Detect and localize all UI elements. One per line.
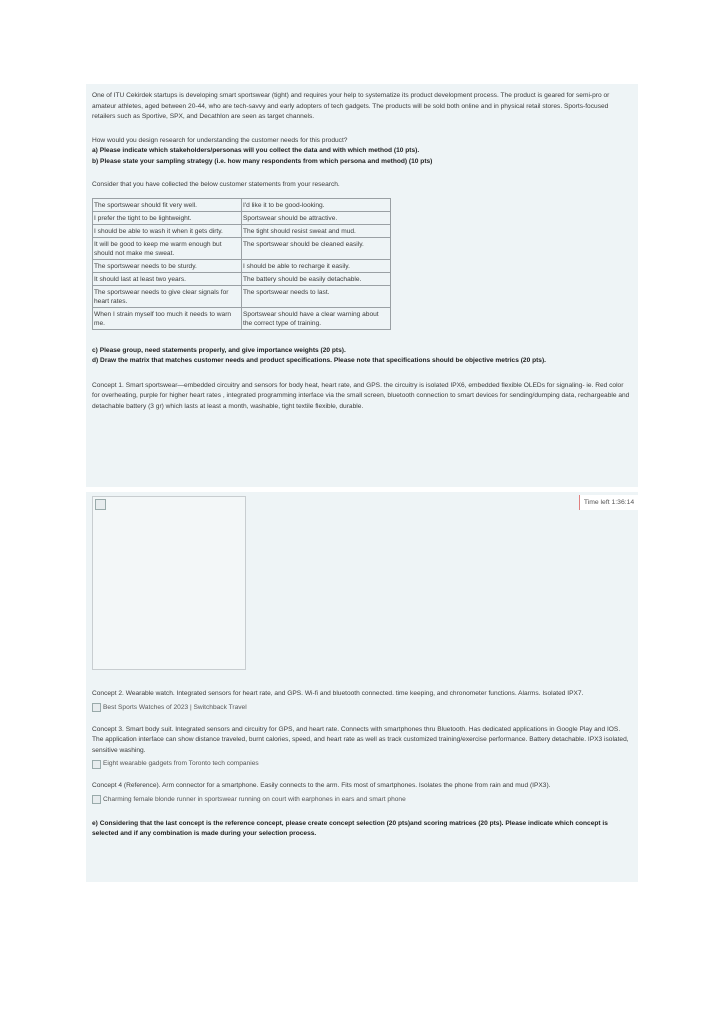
- concept-2-text: Concept 2. Wearable watch. Integrated sensors for heart rate, and GPS. Wi-fi and bluetooth connected. time keeping, and chronometer functions. Alarms. Isolated IPX7.: [92, 690, 584, 697]
- question-a: a) Please indicate which stakeholders/personas will you collect the data and with which method (10 pts).: [92, 147, 420, 154]
- consider-text: Consider that you have collected the below customer statements from your research.: [92, 181, 340, 188]
- statement-cell: It will be good to keep me warm enough but should not make me sweat.: [93, 237, 242, 259]
- concept-2-image: [92, 703, 632, 713]
- statement-cell: Sportswear should have a clear warning about the correct type of training.: [242, 307, 391, 329]
- broken-image: [92, 496, 246, 670]
- statement-cell: The sportswear needs to be sturdy.: [93, 259, 242, 272]
- statement-cell: The battery should be easily detachable.: [242, 272, 391, 285]
- statement-cell: It should last at least two years.: [93, 272, 242, 285]
- image-alt-text: Charming female blonde runner in sportswear running on court with earphones in ears and smart phone: [103, 795, 406, 803]
- intro-text: One of ITU Cekirdek startups is developing smart sportswear (tight) and requires your help to systematize its product development process. The product is geared for semi-pro or amateur athletes, aged between 20-44, who are tech-savvy and early adopters of tech gadgets. The products will be sold both online and in physical retail stores. Sports-focused retailers such as Sportive, SPX, and Decathlon are seen as target channels.: [92, 92, 610, 120]
- question-b: b) Please state your sampling strategy (i.e. how many respondents from which persona and method) (10 pts): [92, 157, 433, 165]
- concept-3-text: Concept 3. Smart body suit. Integrated sensors and circuitry for GPS, and heart rate. Connects with smartphones thru Bluetooth. Has dedicated applications in Google Play and IOS. The application interface can show distance traveled, burnt calories, speed, and heart rate as well as track customized training/exercise performance. Battery detachable. IPX3 isolated, sensitive washing.: [92, 725, 629, 754]
- time-left-badge: Time left 1:36:14: [579, 495, 638, 510]
- statement-cell: I'd like it to be good-looking.: [242, 198, 391, 211]
- statement-cell: I should be able to wash it when it gets dirty.: [93, 224, 242, 237]
- image-alt-text: Best Sports Watches of 2023 | Switchback Travel: [103, 703, 247, 711]
- statement-cell: The sportswear should fit very well.: [93, 198, 242, 211]
- table-row: [93, 198, 391, 211]
- table-row: [93, 285, 391, 307]
- question-d: d) Draw the matrix that matches customer needs and product specifications. Please note that specifications should be objective metrics (20 pts).: [92, 357, 546, 364]
- concept-4-image: [92, 795, 632, 805]
- table-row: [93, 211, 391, 224]
- image-alt-text: Eight wearable gadgets from Toronto tech companies: [103, 760, 259, 767]
- statement-cell: Sportswear should be attractive.: [242, 211, 391, 224]
- concepts-panel: [86, 492, 638, 882]
- statement-cell: The sportswear needs to give clear signals for heart rates.: [93, 285, 242, 307]
- question-e: e) Considering that the last concept is the reference concept, please create concept selection (20 pts)and scoring matrices (20 pts). Please indicate which concept is selected and if any combination is made during your selection process.: [92, 819, 608, 837]
- statements-table: [92, 198, 391, 330]
- statement-cell: The sportswear should be cleaned easily.: [242, 237, 391, 259]
- table-row: [93, 272, 391, 285]
- statement-cell: The sportswear needs to last.: [242, 285, 391, 307]
- table-row: [93, 307, 391, 329]
- broken-image-icon: [95, 499, 106, 510]
- concept-4-text: Concept 4 (Reference). Arm connector for a smartphone. Easily connects to the arm. Fits most of smartphones. Isolates the phone from rain and mud (IPX3).: [92, 782, 551, 789]
- statement-cell: The tight should resist sweat and mud.: [242, 224, 391, 237]
- broken-image-icon: [92, 703, 101, 712]
- table-row: [93, 259, 391, 272]
- question-panel: [86, 84, 638, 487]
- table-row: [93, 224, 391, 237]
- concept-3-image: [92, 759, 632, 769]
- broken-image-icon: [92, 760, 101, 769]
- question-c: c) Please group, need statements properly, and give importance weights (20 pts).: [92, 346, 346, 354]
- table-row: [93, 237, 391, 259]
- statement-cell: I prefer the tight to be lightweight.: [93, 211, 242, 224]
- concept-1-text: Concept 1. Smart sportswear—embedded circuitry and sensors for body heat, heart rate, and GPS. the circuitry is isolated IPX6, embedded flexible OLEDs for signaling- ie. Red color for overheating, purple for higher heart rates , integrated programming interface via the small screen, bluetooth connection to smart devices for sending/dumping data, rechargeable and detachable battery (3 gr) which lasts at least a month, washable, tight textile flexible, durable.: [92, 381, 630, 410]
- statement-cell: I should be able to recharge it easily.: [242, 259, 391, 272]
- statement-cell: When I strain myself too much it needs to warn me.: [93, 307, 242, 329]
- research-question: How would you design research for understanding the customer needs for this product?: [92, 136, 348, 144]
- broken-image-icon: [92, 795, 101, 804]
